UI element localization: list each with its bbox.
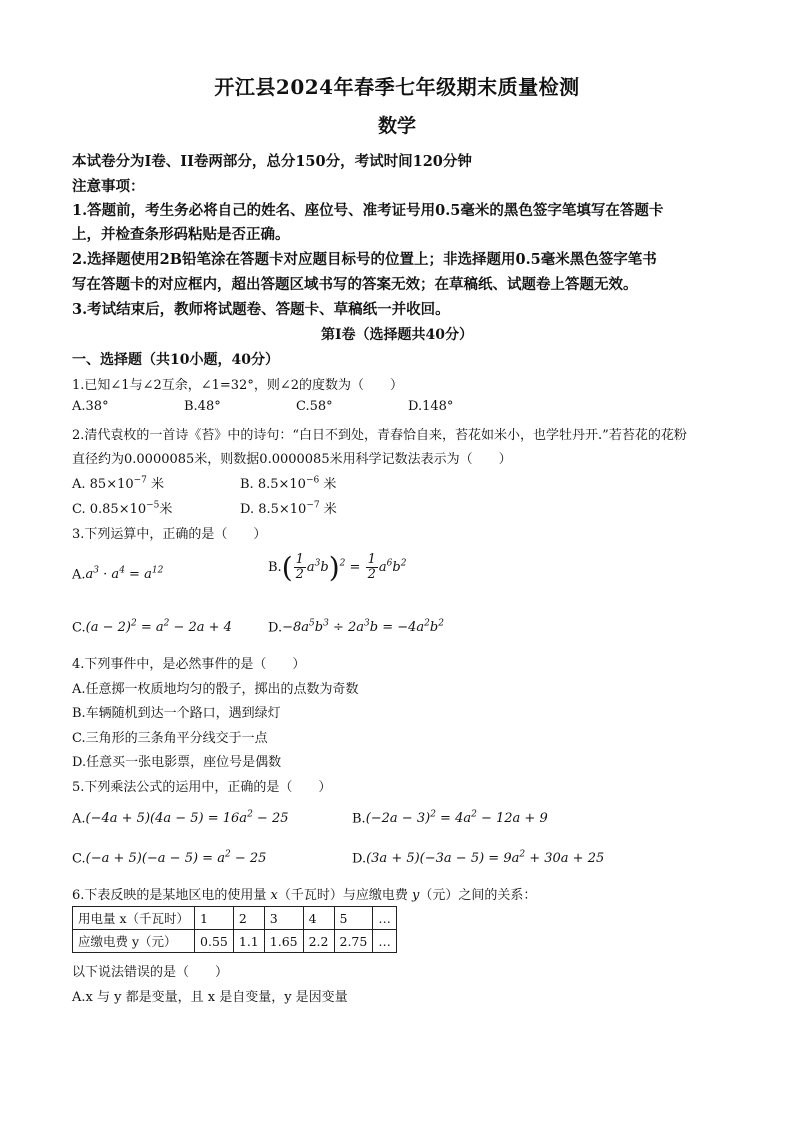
q2-option-b: B. $8.5\times 10^{-6}$ 米 bbox=[240, 475, 337, 492]
table-cell: 4 bbox=[303, 907, 334, 930]
notice-item-3: 3.考试结束后，教师将试题卷、答题卡、草稿纸一并收回。 bbox=[72, 301, 450, 318]
notice-item-1-line1: 1.答题前，考生务必将自己的姓名、座位号、准考证号用0.5毫米的黑色签字笔填写在答题卡 bbox=[72, 202, 664, 219]
table-cell: 3 bbox=[264, 907, 303, 930]
q6-follow-up: 以下说法错误的是（ ） bbox=[72, 965, 229, 980]
notice-item-2-line2: 写在答题卡的对应框内，超出答题区域书写的答案无效；在草稿纸、试题卷上答题无效。 bbox=[72, 276, 638, 293]
table-cell: 2.75 bbox=[334, 930, 373, 953]
q4-stem: 4.下列事件中，是必然事件的是（ ） bbox=[72, 657, 306, 672]
q4-option-a: A.任意掷一枚质地均匀的骰子，掷出的点数为奇数 bbox=[72, 682, 359, 697]
q6-option-a: A.x 与 y 都是变量，且 x 是自变量，y 是因变量 bbox=[72, 990, 348, 1005]
table-cell: … bbox=[373, 930, 397, 953]
table-row-header: 应缴电费 y（元） bbox=[73, 930, 195, 953]
part-title: 一、选择题（共10小题，40分） bbox=[72, 352, 279, 368]
q6-stem: 6.下表反映的是某地区电的使用量 x（千瓦时）与应缴电费 y（元）之间的关系： bbox=[72, 888, 537, 903]
q3-option-d: $D.-8a^5b^3 \div 2a^3b = -4a^2b^2$ bbox=[268, 619, 444, 636]
q5-option-d: $D.(3a + 5)(-3a - 5) = 9a^2 + 30a + 25$ bbox=[352, 850, 605, 867]
table-cell: … bbox=[373, 907, 397, 930]
q4-option-c: C.三角形的三条角平分线交于一点 bbox=[72, 731, 268, 746]
q3-option-a: $A.a^3 \cdot a^4 = a^{12}$ bbox=[72, 566, 164, 583]
table-cell: 2 bbox=[233, 907, 264, 930]
table-cell: 0.55 bbox=[195, 930, 234, 953]
q5-stem: 5.下列乘法公式的运用中，正确的是（ ） bbox=[72, 780, 332, 795]
table-row-header: 用电量 x（千瓦时） bbox=[73, 907, 195, 930]
q2-option-a: A. $85\times 10^{-7}$ 米 bbox=[72, 475, 165, 492]
notice-item-1-line2: 上，并检查条形码粘贴是否正确。 bbox=[72, 226, 290, 243]
q5-option-b: $B.(-2a - 3)^2 = 4a^2 - 12a + 9$ bbox=[352, 810, 548, 827]
exam-title: 开江县2024年春季七年级期末质量检测 bbox=[214, 75, 580, 99]
q3-stem: 3.下列运算中，正确的是（ ） bbox=[72, 527, 267, 542]
table-row bbox=[73, 930, 397, 953]
q2-stem-line2: 直径约为0.0000085米，则数据0.0000085米用科学记数法表示为（ ） bbox=[72, 452, 512, 467]
notice-item-2-line1: 2.选择题使用2B铅笔涂在答题卡对应题目标号的位置上；非选择题用0.5毫米黑色签字笔书 bbox=[72, 251, 657, 268]
volume-title: 第I卷（选择题共40分） bbox=[320, 327, 474, 343]
q1-option-b: B.48° bbox=[184, 399, 221, 414]
table-row bbox=[73, 907, 397, 930]
q4-option-d: D.任意买一张电影票，座位号是偶数 bbox=[72, 755, 282, 770]
q1-option-d: D.148° bbox=[408, 399, 454, 414]
electricity-table bbox=[72, 906, 397, 953]
q5-option-a: $A.(-4a + 5)(4a - 5) = 16a^2 - 25$ bbox=[72, 810, 289, 827]
exam-intro: 本试卷分为I卷、II卷两部分，总分150分，考试时间120分钟 bbox=[72, 153, 472, 170]
table-cell: 5 bbox=[334, 907, 373, 930]
table-cell: 1.1 bbox=[233, 930, 264, 953]
q2-stem-line1: 2.清代袁枚的一首诗《苔》中的诗句：“白日不到处，青春恰自来，苔花如米小，也学牡丹开.”若苔花的花粉 bbox=[72, 428, 687, 443]
q1-option-c: C.58° bbox=[296, 399, 333, 414]
table-cell: 1.65 bbox=[264, 930, 303, 953]
q3-option-c: $C.(a - 2)^2 = a^2 - 2a + 4$ bbox=[72, 619, 232, 636]
q1-stem: 1.已知∠1与∠2互余，∠1=32°，则∠2的度数为（ ） bbox=[72, 378, 403, 393]
table-cell: 1 bbox=[195, 907, 234, 930]
q1-option-a: A.38° bbox=[72, 399, 109, 414]
q4-option-b: B.车辆随机到达一个路口，遇到绿灯 bbox=[72, 706, 281, 721]
subject-title: 数学 bbox=[377, 115, 416, 137]
q3-option-b: B.( $\frac{1}{2}$ $a^3b)^2$ = $\frac{1}{2}$ $a^6b^2$ bbox=[268, 551, 407, 584]
q2-option-d: D. $8.5\times 10^{-7}$ 米 bbox=[240, 500, 337, 517]
table-cell: 2.2 bbox=[303, 930, 334, 953]
notice-label: 注意事项： bbox=[72, 178, 145, 195]
q5-option-c: $C.(-a + 5)(-a - 5) = a^2 - 25$ bbox=[72, 850, 267, 867]
q2-option-c: C. $0.85\times 10^{-5}$米 bbox=[72, 500, 173, 517]
